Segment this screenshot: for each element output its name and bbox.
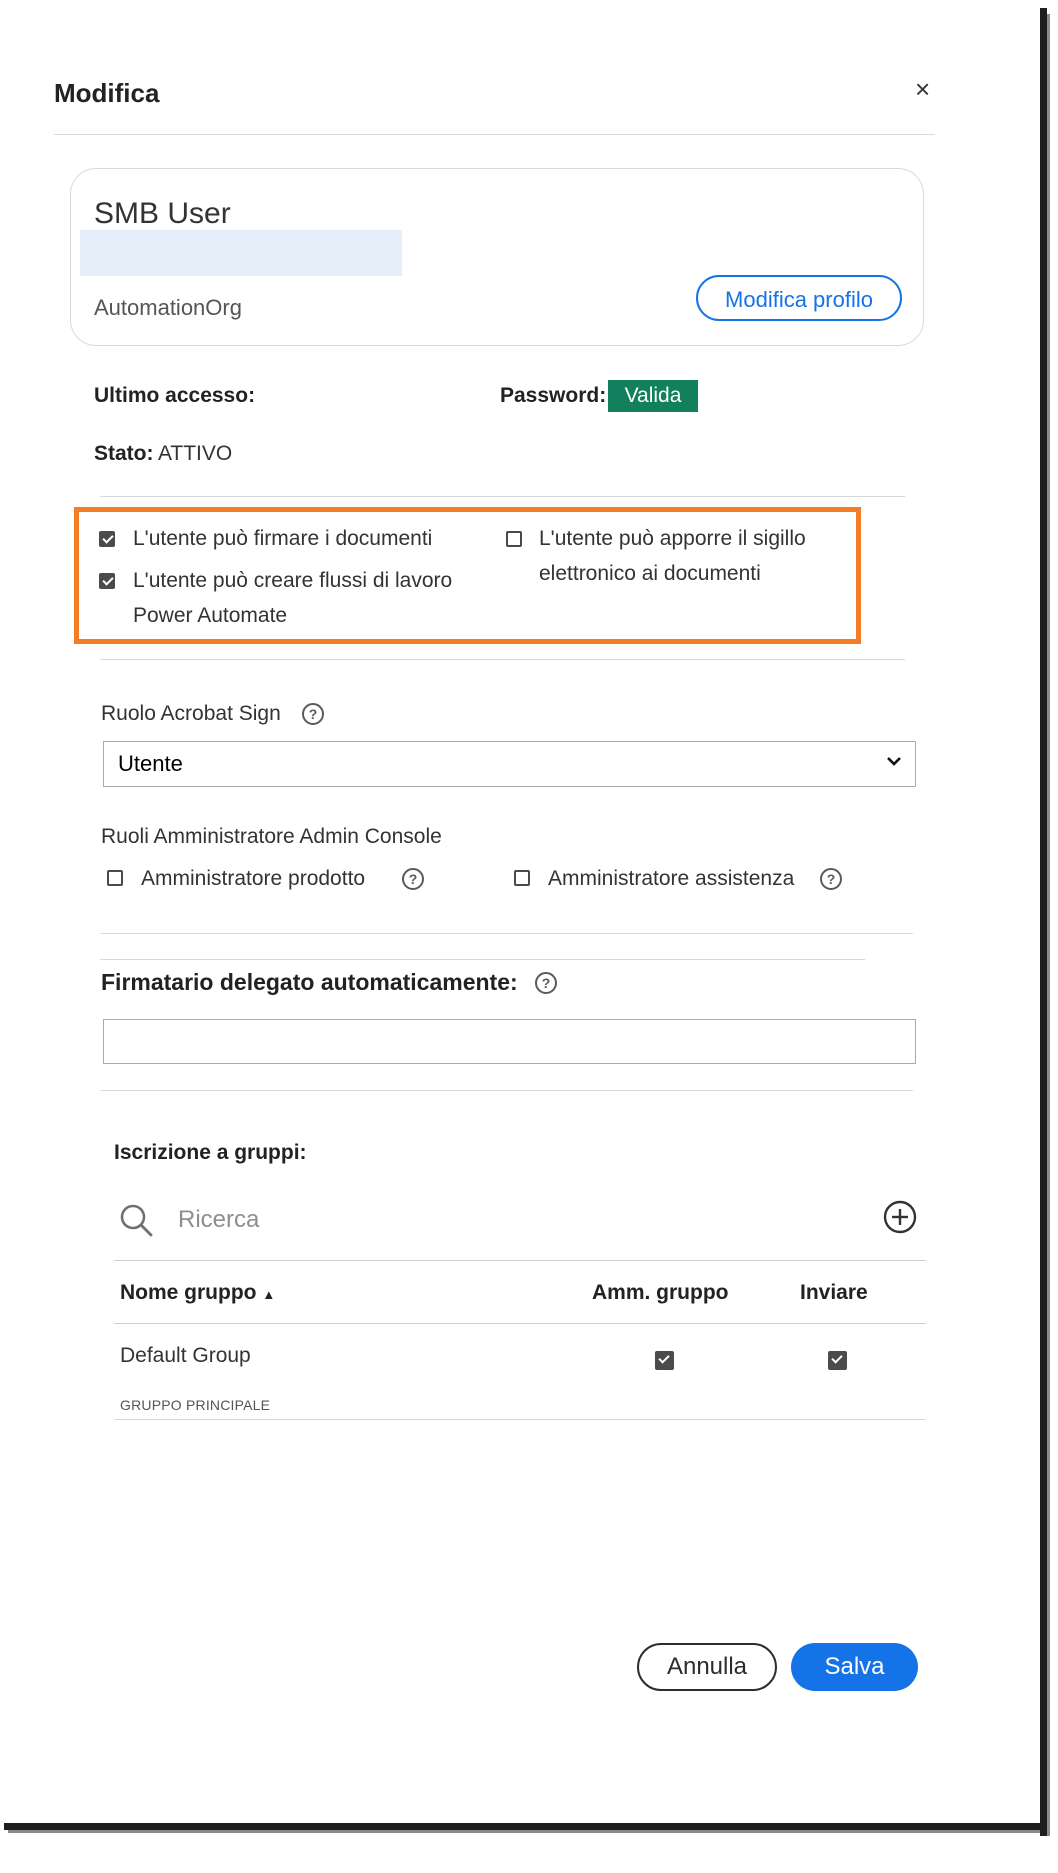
status-label: Stato: bbox=[94, 442, 154, 465]
window-border-bottom bbox=[4, 1823, 1047, 1830]
divider bbox=[54, 134, 935, 135]
add-circle-icon[interactable] bbox=[882, 1199, 918, 1235]
help-icon[interactable]: ? bbox=[302, 703, 324, 725]
help-icon[interactable]: ? bbox=[820, 868, 842, 890]
status-value: ATTIVO bbox=[157, 442, 233, 465]
dialog-title: Modifica bbox=[54, 78, 160, 108]
search-input[interactable]: Ricerca bbox=[178, 1206, 260, 1233]
admin-roles-label: Ruoli Amministratore Admin Console bbox=[101, 825, 442, 848]
power-automate-label-line1: L'utente può creare flussi di lavoro bbox=[133, 569, 453, 592]
e-seal-checkbox[interactable] bbox=[506, 531, 522, 547]
password-status-badge: Valida bbox=[608, 380, 698, 412]
window-shadow bbox=[8, 1830, 1050, 1833]
product-admin-label: Amministratore prodotto bbox=[141, 867, 366, 890]
profile-name: SMB User bbox=[94, 197, 231, 230]
profile-org: AutomationOrg bbox=[94, 295, 242, 320]
group-name: Default Group bbox=[120, 1344, 251, 1367]
cancel-button[interactable]: Annulla bbox=[637, 1643, 777, 1691]
help-icon[interactable]: ? bbox=[535, 972, 557, 994]
sign-docs-label: L'utente può firmare i documenti bbox=[133, 527, 433, 550]
group-admin-checkbox[interactable] bbox=[655, 1351, 674, 1370]
divider bbox=[100, 933, 913, 934]
support-admin-checkbox[interactable] bbox=[514, 870, 530, 886]
delegate-label: Firmatario delegato automaticamente: bbox=[101, 969, 518, 995]
sort-ascending-icon: ▲ bbox=[262, 1287, 276, 1302]
search-icon[interactable] bbox=[118, 1202, 154, 1238]
column-header-name-label: Nome gruppo bbox=[120, 1281, 257, 1304]
password-label: Password: bbox=[500, 384, 607, 407]
delegate-input[interactable] bbox=[103, 1019, 916, 1064]
close-icon[interactable]: × bbox=[915, 74, 931, 104]
product-admin-checkbox[interactable] bbox=[107, 870, 123, 886]
save-button[interactable]: Salva bbox=[791, 1643, 918, 1691]
role-select[interactable] bbox=[103, 741, 916, 787]
group-send-checkbox[interactable] bbox=[828, 1351, 847, 1370]
table-top-border bbox=[114, 1260, 926, 1261]
sign-docs-checkbox[interactable] bbox=[99, 531, 115, 547]
divider bbox=[100, 496, 905, 497]
status-line bbox=[94, 442, 232, 466]
role-select-value: Utente bbox=[118, 751, 183, 776]
column-header-name[interactable] bbox=[120, 1281, 275, 1305]
role-label: Ruolo Acrobat Sign bbox=[101, 702, 281, 725]
divider bbox=[100, 1090, 913, 1091]
divider bbox=[100, 659, 905, 660]
e-seal-label-line1: L'utente può apporre il sigillo bbox=[539, 527, 806, 550]
divider bbox=[100, 959, 865, 960]
column-header-admin: Amm. gruppo bbox=[592, 1281, 729, 1304]
groups-label: Iscrizione a gruppi: bbox=[114, 1141, 307, 1164]
edit-profile-button[interactable]: Modifica profilo bbox=[696, 275, 902, 321]
group-subtitle: GRUPPO PRINCIPALE bbox=[120, 1397, 271, 1413]
support-admin-label: Amministratore assistenza bbox=[548, 867, 795, 890]
power-automate-checkbox[interactable] bbox=[99, 573, 115, 589]
last-access-label: Ultimo accesso: bbox=[94, 384, 256, 407]
chevron-down-icon bbox=[883, 750, 905, 772]
e-seal-label-line2: elettronico ai documenti bbox=[539, 562, 761, 585]
table-header-border bbox=[114, 1323, 926, 1324]
email-redaction bbox=[80, 230, 402, 276]
help-icon[interactable]: ? bbox=[402, 868, 424, 890]
window-shadow bbox=[1047, 14, 1050, 1836]
window-border-right bbox=[1040, 8, 1047, 1836]
column-header-send: Inviare bbox=[800, 1281, 868, 1304]
table-row-border bbox=[114, 1419, 926, 1420]
power-automate-label-line2: Power Automate bbox=[133, 604, 288, 627]
